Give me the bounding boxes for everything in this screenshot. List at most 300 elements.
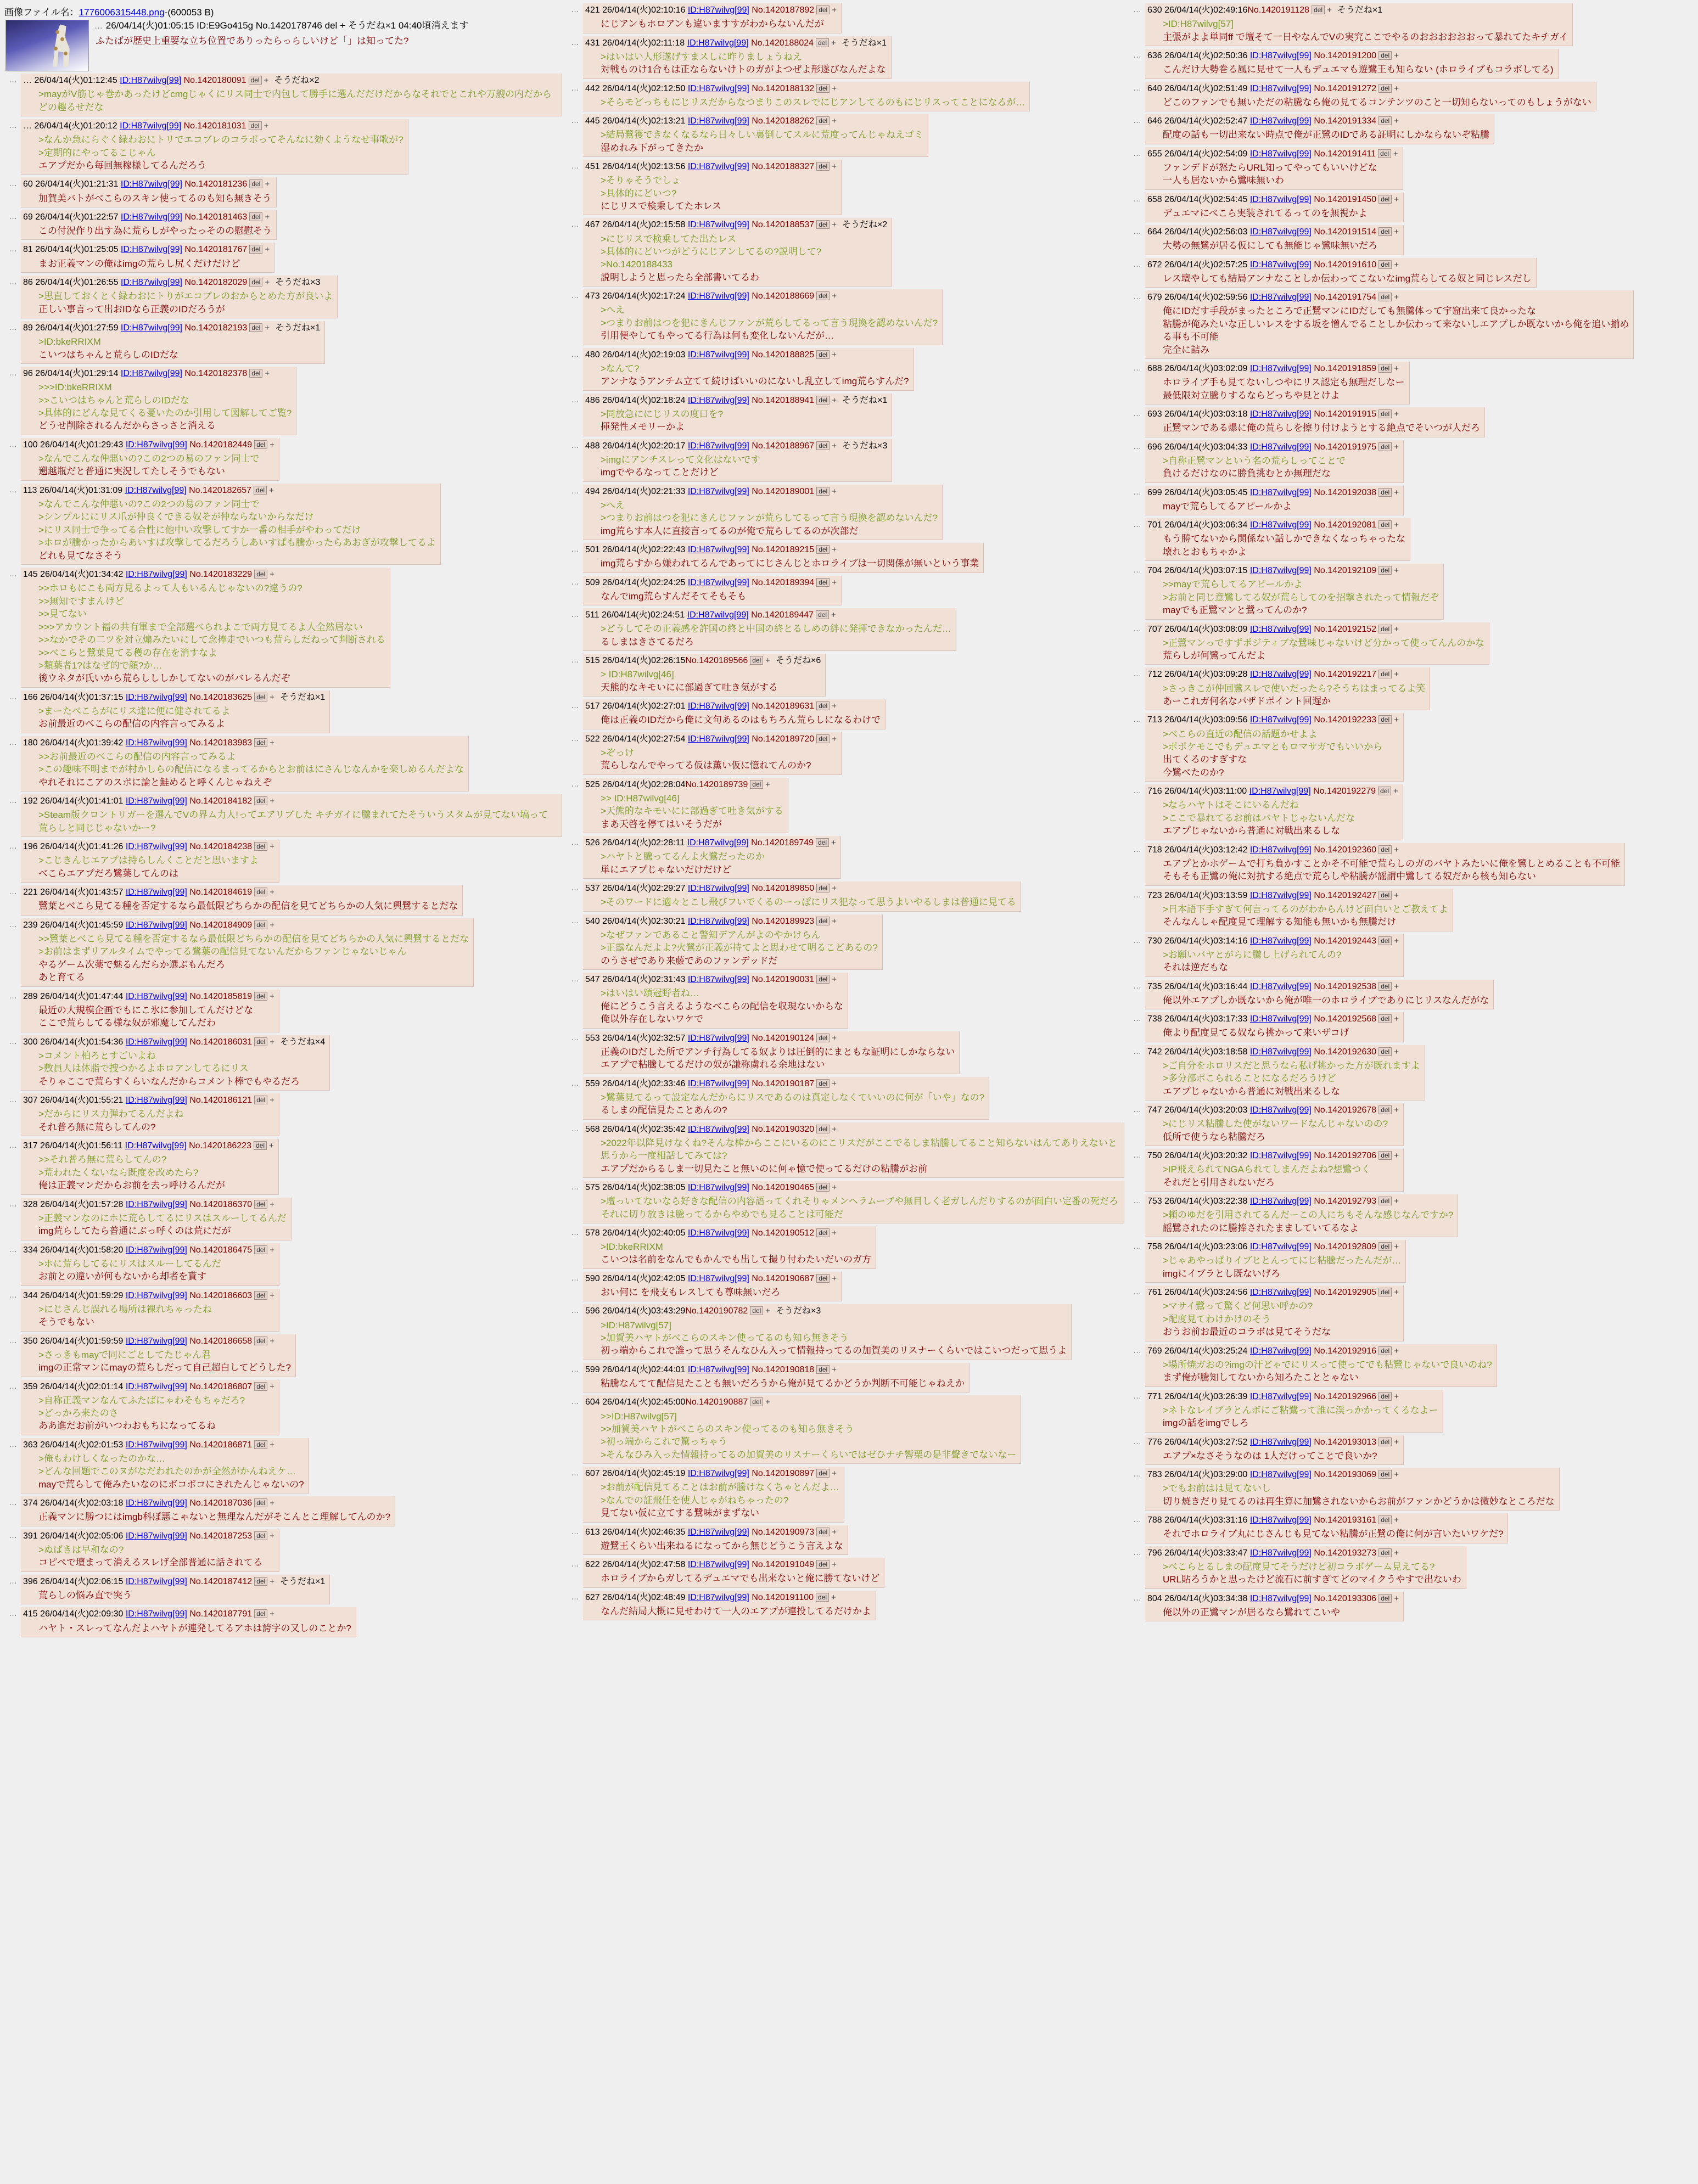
collapse-icon[interactable]: … (571, 1078, 580, 1088)
del-button[interactable]: del (816, 220, 830, 229)
expand-icon[interactable]: + (265, 368, 270, 378)
sodane-badge[interactable]: そうだね×3 (776, 1306, 821, 1316)
expand-icon[interactable]: + (270, 1245, 274, 1255)
del-button[interactable]: del (254, 992, 267, 1001)
poster-id-link[interactable]: ID:H87wilvg[99] (1249, 936, 1312, 946)
post-number-link[interactable]: No.1420182378 (184, 368, 248, 378)
post-number-link[interactable]: No.1420186223 (189, 1141, 252, 1151)
expand-icon[interactable]: + (265, 212, 270, 222)
del-button[interactable]: del (249, 179, 262, 188)
del-button[interactable]: del (816, 838, 829, 847)
expand-icon[interactable]: + (1394, 227, 1399, 237)
post-number-link[interactable]: No.1420186031 (189, 1037, 253, 1047)
poster-id-link[interactable]: ID:H87wilvg[99] (1249, 1288, 1312, 1298)
del-button[interactable]: del (1378, 1470, 1392, 1479)
poster-id-link[interactable]: ID:H87wilvg[99] (125, 692, 187, 702)
post-number-link[interactable]: No.1420192568 (1314, 1014, 1377, 1024)
expand-icon[interactable]: + (270, 1576, 274, 1586)
collapse-icon[interactable]: … (1133, 1436, 1142, 1446)
expand-icon[interactable]: + (765, 1306, 771, 1316)
del-button[interactable]: del (249, 212, 262, 221)
expand-icon[interactable]: + (765, 1397, 771, 1407)
del-button[interactable]: del (1378, 1197, 1392, 1205)
post-number-link[interactable]: No.1420190031 (752, 975, 815, 985)
post-number-link[interactable]: No.1420191915 (1314, 409, 1377, 419)
post-number-link[interactable]: No.1420189394 (752, 577, 815, 587)
del-button[interactable]: del (816, 441, 830, 450)
del-button[interactable]: del (1378, 982, 1392, 991)
post-number-link[interactable]: No.1420193306 (1314, 1593, 1377, 1603)
post-number-link[interactable]: No.1420188262 (752, 116, 815, 126)
del-button[interactable]: del (254, 842, 267, 851)
collapse-icon[interactable]: … (1133, 1345, 1142, 1355)
poster-id-link[interactable]: ID:H87wilvg[99] (1249, 194, 1312, 204)
collapse-icon[interactable]: … (571, 1227, 580, 1237)
del-button[interactable]: del (1378, 1438, 1392, 1446)
poster-id-link[interactable]: ID:H87wilvg[99] (125, 1531, 187, 1541)
collapse-icon[interactable]: … (1133, 1046, 1142, 1056)
poster-id-link[interactable]: ID:H87wilvg[99] (687, 1365, 749, 1374)
poster-id-link[interactable]: ID:H87wilvg[99] (687, 291, 749, 301)
post-number-link[interactable]: No.1420180091 (183, 76, 246, 85)
del-button[interactable]: del (1378, 364, 1392, 373)
post-number-link[interactable]: No.1420188669 (752, 291, 815, 301)
expand-icon[interactable]: + (270, 888, 274, 897)
collapse-icon[interactable]: … (9, 75, 18, 85)
post-number-link[interactable]: No.1420192443 (1314, 936, 1377, 946)
expand-icon[interactable]: + (1394, 1047, 1399, 1057)
del-button[interactable]: del (249, 245, 262, 254)
poster-id-link[interactable]: ID:H87wilvg[99] (687, 1124, 749, 1134)
expand-icon[interactable]: + (831, 838, 836, 848)
del-button[interactable]: del (1378, 84, 1392, 93)
del-button[interactable]: del (1378, 1594, 1392, 1603)
sodane-badge[interactable]: そうだね×1 (842, 395, 888, 405)
post-number-link[interactable]: No.1420187036 (189, 1498, 253, 1508)
poster-id-link[interactable]: ID:H87wilvg[99] (1249, 1242, 1312, 1252)
poster-id-link[interactable]: ID:H87wilvg[99] (125, 991, 187, 1001)
poster-id-link[interactable]: ID:H87wilvg[99] (687, 5, 749, 15)
del-button[interactable]: del (1378, 1515, 1392, 1524)
del-button[interactable]: del (254, 693, 267, 701)
poster-id-link[interactable]: ID:H87wilvg[99] (1249, 1470, 1312, 1480)
poster-id-link[interactable]: ID:H87wilvg[99] (687, 1079, 749, 1088)
collapse-icon[interactable]: … (9, 211, 18, 221)
del-button[interactable]: del (254, 1037, 267, 1046)
post-number-link[interactable]: No.1420186807 (189, 1382, 253, 1391)
collapse-icon[interactable]: … (571, 5, 580, 14)
expand-icon[interactable]: + (1394, 1242, 1399, 1252)
del-button[interactable]: del (1378, 787, 1391, 795)
collapse-icon[interactable]: … (571, 1306, 580, 1316)
poster-id-link[interactable]: ID:H87wilvg[99] (125, 1498, 187, 1508)
expand-icon[interactable]: + (270, 1290, 274, 1300)
post-number-link[interactable]: No.1420186121 (189, 1096, 253, 1105)
collapse-icon[interactable]: … (1133, 1287, 1142, 1297)
poster-id-link[interactable]: ID:H87wilvg[99] (1249, 1515, 1312, 1525)
post-number-link[interactable]: No.1420192630 (1314, 1047, 1377, 1057)
poster-id-link[interactable]: ID:H87wilvg[99] (1249, 260, 1312, 270)
del-button[interactable]: del (1312, 5, 1325, 14)
collapse-icon[interactable]: … (1133, 844, 1142, 854)
poster-id-link[interactable]: ID:H87wilvg[99] (687, 545, 749, 555)
poster-id-link[interactable]: ID:H87wilvg[99] (687, 1527, 749, 1537)
poster-id-link[interactable]: ID:H87wilvg[99] (125, 796, 187, 806)
post-number-link[interactable]: No.1420191450 (1314, 194, 1377, 204)
collapse-icon[interactable]: … (571, 116, 580, 126)
expand-icon[interactable]: + (831, 38, 836, 48)
del-button[interactable]: del (1378, 520, 1392, 529)
post-number-link[interactable]: No.1420185819 (189, 991, 253, 1001)
post-number-link[interactable]: No.1420183229 (189, 570, 253, 580)
post-number-link[interactable]: No.1420183983 (189, 738, 253, 748)
poster-id-link[interactable]: ID:H87wilvg[99] (125, 920, 187, 930)
del-button[interactable]: del (1378, 845, 1392, 854)
poster-id-link[interactable]: ID:H87wilvg[99] (687, 1592, 749, 1602)
post-number-link[interactable]: No.1420192905 (1314, 1288, 1377, 1298)
post-number-link[interactable]: No.1420190887 (685, 1397, 748, 1407)
collapse-icon[interactable]: … (571, 1032, 580, 1042)
collapse-icon[interactable]: … (9, 1036, 18, 1046)
collapse-icon[interactable]: … (571, 37, 580, 47)
del-button[interactable]: del (1378, 260, 1392, 269)
collapse-icon[interactable]: … (1133, 116, 1142, 126)
expand-icon[interactable]: + (1394, 194, 1399, 204)
poster-id-link[interactable]: ID:H87wilvg[99] (125, 1199, 187, 1209)
post-number-link[interactable]: No.1420191272 (1314, 83, 1377, 93)
post-number-link[interactable]: No.1420190320 (752, 1124, 815, 1134)
del-button[interactable]: del (816, 1228, 830, 1237)
post-number-link[interactable]: No.1420186475 (189, 1245, 253, 1255)
poster-id-link[interactable]: ID:H87wilvg[99] (120, 245, 182, 255)
expand-icon[interactable]: + (265, 278, 270, 288)
poster-id-link[interactable]: ID:H87wilvg[99] (687, 1228, 749, 1238)
post-number-link[interactable]: No.1420192233 (1314, 715, 1377, 725)
post-number-link[interactable]: No.1420192538 (1314, 981, 1377, 991)
poster-id-link[interactable]: ID:H87wilvg[99] (125, 570, 187, 580)
expand-icon[interactable]: + (270, 796, 274, 806)
post-number-link[interactable]: No.1420192706 (1314, 1151, 1377, 1161)
post-number-link[interactable]: No.1420188941 (752, 395, 815, 405)
post-number-link[interactable]: No.1420191859 (1314, 364, 1377, 374)
del-button[interactable]: del (816, 1034, 830, 1042)
poster-id-link[interactable]: ID:H87wilvg[99] (1249, 1014, 1312, 1024)
expand-icon[interactable]: + (832, 1469, 837, 1479)
collapse-icon[interactable]: … (1133, 1593, 1142, 1603)
expand-icon[interactable]: + (832, 734, 837, 744)
expand-icon[interactable]: + (832, 1527, 837, 1537)
op-thumbnail[interactable] (5, 20, 89, 71)
del-button[interactable]: del (249, 278, 262, 287)
del-button[interactable]: del (254, 570, 267, 579)
post-number-link[interactable]: No.1420192038 (1314, 487, 1377, 497)
expand-icon[interactable]: + (832, 1560, 837, 1570)
del-button[interactable]: del (1378, 1288, 1392, 1296)
expand-icon[interactable]: + (264, 76, 269, 85)
del-button[interactable]: del (816, 162, 830, 171)
sodane-badge[interactable]: そうだね×2 (842, 220, 888, 230)
expand-icon[interactable]: + (264, 121, 269, 131)
del-button[interactable]: del (249, 121, 262, 130)
del-button[interactable]: del (1378, 149, 1391, 158)
collapse-icon[interactable]: … (9, 1199, 18, 1209)
poster-id-link[interactable]: ID:H87wilvg[99] (1249, 670, 1312, 680)
expand-icon[interactable]: + (765, 656, 771, 666)
poster-id-link[interactable]: ID:H87wilvg[99] (687, 916, 749, 926)
post-number-link[interactable]: No.1420191411 (1314, 149, 1376, 159)
poster-id-link[interactable]: ID:H87wilvg[99] (1249, 981, 1312, 991)
expand-icon[interactable]: + (1394, 1014, 1399, 1024)
del-button[interactable]: del (254, 486, 267, 495)
del-button[interactable]: del (254, 1498, 267, 1507)
sodane-badge[interactable]: そうだね×1 (1337, 5, 1383, 15)
poster-id-link[interactable]: ID:H87wilvg[99] (120, 323, 182, 333)
post-number-link[interactable]: No.1420187412 (189, 1576, 253, 1586)
collapse-icon[interactable]: … (1133, 565, 1142, 575)
expand-icon[interactable]: + (1394, 1548, 1399, 1558)
expand-icon[interactable]: + (270, 738, 274, 748)
del-button[interactable]: del (254, 1096, 267, 1104)
del-button[interactable]: del (1378, 1242, 1392, 1251)
collapse-icon[interactable]: … (571, 610, 580, 620)
del-button[interactable]: del (816, 975, 830, 984)
expand-icon[interactable]: + (269, 1141, 274, 1151)
collapse-icon[interactable]: … (9, 1244, 18, 1254)
collapse-icon[interactable]: … (571, 1273, 580, 1283)
post-number-link[interactable]: No.1420191610 (1314, 260, 1377, 270)
expand-icon[interactable]: + (270, 920, 274, 930)
del-button[interactable]: del (254, 1609, 267, 1618)
collapse-icon[interactable]: … (571, 1559, 580, 1569)
del-button[interactable]: del (254, 1577, 267, 1586)
expand-icon[interactable]: + (269, 485, 274, 495)
poster-id-link[interactable]: ID:H87wilvg[99] (687, 577, 749, 587)
del-button[interactable]: del (1378, 566, 1392, 575)
collapse-icon[interactable]: … (1133, 1150, 1142, 1160)
collapse-icon[interactable]: … (571, 974, 580, 984)
expand-icon[interactable]: + (832, 884, 837, 894)
del-button[interactable]: del (816, 1528, 830, 1536)
del-button[interactable]: del (254, 440, 267, 449)
collapse-icon[interactable]: … (571, 486, 580, 496)
expand-icon[interactable]: + (265, 245, 270, 255)
expand-icon[interactable]: + (1394, 520, 1399, 530)
post-number-link[interactable]: No.1420193161 (1314, 1515, 1377, 1525)
del-button[interactable]: del (1378, 1151, 1392, 1160)
expand-icon[interactable]: + (270, 1498, 274, 1508)
expand-icon[interactable]: + (1393, 787, 1398, 796)
collapse-icon[interactable]: … (571, 1468, 580, 1478)
post-number-link[interactable]: No.1420181463 (184, 212, 248, 222)
expand-icon[interactable]: + (1394, 1470, 1399, 1480)
poster-id-link[interactable]: ID:H87wilvg[99] (687, 441, 749, 451)
expand-icon[interactable]: + (832, 441, 837, 451)
poster-id-link[interactable]: ID:H87wilvg[99] (1249, 566, 1312, 576)
post-number-link[interactable]: No.1420190973 (752, 1527, 815, 1537)
collapse-icon[interactable]: … (571, 83, 580, 93)
poster-id-link[interactable]: ID:H87wilvg[99] (1249, 1151, 1312, 1161)
collapse-icon[interactable]: … (1133, 292, 1142, 302)
collapse-icon[interactable]: … (9, 244, 18, 254)
expand-icon[interactable]: + (832, 545, 837, 555)
del-button[interactable]: del (750, 1397, 763, 1406)
post-number-link[interactable]: No.1420191128 (1247, 5, 1310, 15)
poster-id-link[interactable]: ID:H87wilvg[99] (1249, 1047, 1312, 1057)
poster-id-link[interactable]: ID:H87wilvg[99] (125, 1336, 187, 1346)
expand-icon[interactable]: + (832, 1182, 837, 1192)
post-number-link[interactable]: No.1420184238 (189, 842, 253, 852)
poster-id-link[interactable]: ID:H87wilvg[99] (1249, 520, 1312, 530)
post-number-link[interactable]: No.1420191100 (752, 1592, 814, 1602)
expand-icon[interactable]: + (832, 701, 837, 711)
post-number-link[interactable]: No.1420188132 (752, 83, 815, 93)
collapse-icon[interactable]: … (1133, 624, 1142, 633)
post-number-link[interactable]: No.1420192109 (1314, 566, 1377, 576)
expand-icon[interactable]: + (270, 1037, 274, 1047)
collapse-icon[interactable]: … (1133, 259, 1142, 269)
poster-id-link[interactable]: ID:H87wilvg[99] (1249, 787, 1311, 796)
post-number-link[interactable]: No.1420189001 (752, 486, 815, 496)
collapse-icon[interactable]: … (9, 1498, 18, 1508)
poster-id-link[interactable]: ID:H87wilvg[99] (125, 1440, 187, 1450)
sodane-badge[interactable]: そうだね×1 (279, 692, 326, 702)
del-button[interactable]: del (816, 84, 830, 93)
post-number-link[interactable]: No.1420186603 (189, 1290, 253, 1300)
poster-id-link[interactable]: ID:H87wilvg[99] (687, 975, 749, 985)
expand-icon[interactable]: + (1394, 670, 1399, 680)
post-number-link[interactable]: No.1420186871 (189, 1440, 253, 1450)
del-button[interactable]: del (816, 578, 830, 587)
poster-id-link[interactable]: ID:H87wilvg[99] (1249, 1593, 1312, 1603)
collapse-icon[interactable]: … (9, 323, 18, 332)
expand-icon[interactable]: + (1394, 442, 1399, 452)
expand-icon[interactable]: + (270, 692, 274, 702)
del-button[interactable]: del (1378, 936, 1392, 945)
sodane-badge[interactable]: そうだね×3 (842, 441, 888, 451)
collapse-icon[interactable]: … (9, 569, 18, 579)
collapse-icon[interactable]: … (1133, 1469, 1142, 1479)
poster-id-link[interactable]: ID:H87wilvg[99] (1249, 487, 1312, 497)
del-button[interactable]: del (816, 1365, 830, 1374)
expand-icon[interactable]: + (832, 220, 837, 230)
collapse-icon[interactable]: … (571, 883, 580, 893)
expand-icon[interactable]: + (270, 1609, 274, 1619)
poster-id-link[interactable]: ID:H87wilvg[99] (125, 738, 187, 748)
poster-id-link[interactable]: ID:H87wilvg[99] (687, 116, 749, 126)
op-collapse-icon[interactable]: … (94, 21, 103, 31)
expand-icon[interactable]: + (1394, 1437, 1399, 1447)
poster-id-link[interactable]: ID:H87wilvg[99] (125, 440, 187, 450)
expand-icon[interactable]: + (1394, 293, 1399, 302)
del-button[interactable]: del (816, 487, 830, 496)
expand-icon[interactable]: + (1394, 1197, 1399, 1206)
collapse-icon[interactable]: … (571, 220, 580, 229)
post-number-link[interactable]: No.1420190818 (752, 1365, 815, 1374)
expand-icon[interactable]: + (1394, 116, 1399, 126)
expand-icon[interactable]: + (1394, 981, 1399, 991)
collapse-icon[interactable]: … (1133, 890, 1142, 900)
poster-id-link[interactable]: ID:H87wilvg[99] (1249, 1197, 1312, 1206)
collapse-icon[interactable]: … (1133, 981, 1142, 991)
poster-id-link[interactable]: ID:H87wilvg[99] (1249, 116, 1312, 126)
post-number-link[interactable]: No.1420190687 (752, 1273, 815, 1283)
poster-id-link[interactable]: ID:H87wilvg[99] (1249, 364, 1312, 374)
expand-icon[interactable]: + (832, 486, 837, 496)
post-number-link[interactable]: No.1420189447 (751, 610, 814, 620)
collapse-icon[interactable]: … (1133, 5, 1142, 14)
expand-icon[interactable]: + (832, 291, 837, 301)
expand-icon[interactable]: + (1394, 936, 1399, 946)
expand-icon[interactable]: + (1394, 83, 1399, 93)
del-button[interactable]: del (750, 780, 763, 789)
expand-icon[interactable]: + (765, 779, 771, 789)
del-button[interactable]: del (324, 20, 338, 31)
poster-id-link[interactable]: ID:H87wilvg[99] (120, 121, 182, 131)
expand-icon[interactable]: + (831, 1592, 836, 1602)
del-button[interactable]: del (750, 1306, 763, 1315)
post-number-link[interactable]: No.1420192279 (1313, 787, 1376, 796)
collapse-icon[interactable]: … (1133, 1515, 1142, 1525)
collapse-icon[interactable]: … (571, 544, 580, 554)
collapse-icon[interactable]: … (9, 1381, 18, 1391)
poster-id-link[interactable]: ID:H87wilvg[99] (120, 76, 182, 85)
poster-id-link[interactable]: ID:H87wilvg[99] (1249, 149, 1312, 159)
expand-icon[interactable]: + (832, 83, 837, 93)
post-number-link[interactable]: No.1420187791 (189, 1609, 253, 1619)
collapse-icon[interactable]: … (1133, 194, 1142, 204)
collapse-icon[interactable]: … (9, 692, 18, 701)
expand-icon[interactable]: + (1394, 1105, 1399, 1115)
post-number-link[interactable]: No.1420188327 (752, 162, 815, 172)
expand-icon[interactable]: + (1394, 845, 1399, 855)
expand-icon[interactable]: + (1394, 1288, 1399, 1298)
expand-icon[interactable]: + (832, 395, 837, 405)
collapse-icon[interactable]: … (571, 1364, 580, 1374)
collapse-icon[interactable]: … (9, 1141, 18, 1150)
del-button[interactable]: del (816, 1183, 830, 1192)
expand-icon[interactable]: + (832, 1228, 837, 1238)
poster-id-link[interactable]: ID:H87wilvg[99] (120, 179, 182, 189)
poster-id-link[interactable]: ID:H87wilvg[99] (1249, 1548, 1312, 1558)
expand-icon[interactable]: + (270, 570, 274, 580)
expand-icon[interactable]: + (1327, 5, 1332, 15)
del-button[interactable]: del (1378, 1346, 1392, 1355)
sodane-badge[interactable]: そうだね×1 (275, 323, 321, 333)
collapse-icon[interactable]: … (571, 916, 580, 925)
poster-id-link[interactable]: ID:H87wilvg[99] (125, 1245, 187, 1255)
poster-id-link[interactable]: ID:H87wilvg[99] (120, 278, 182, 288)
expand-icon[interactable]: + (831, 610, 836, 620)
expand-icon[interactable]: + (270, 1531, 274, 1541)
del-button[interactable]: del (249, 323, 262, 332)
del-button[interactable]: del (1378, 625, 1392, 633)
poster-id-link[interactable]: ID:H87wilvg[99] (1249, 409, 1312, 419)
del-button[interactable]: del (254, 888, 267, 896)
poster-id-link[interactable]: ID:H87wilvg[99] (120, 212, 182, 222)
expand-icon[interactable]: + (270, 1440, 274, 1450)
post-number-link[interactable]: No.1420192678 (1314, 1105, 1377, 1115)
post-number-link[interactable]: No.1420186370 (189, 1199, 253, 1209)
collapse-icon[interactable]: … (9, 1335, 18, 1345)
post-number-link[interactable]: No.1420189749 (751, 838, 814, 848)
collapse-icon[interactable]: … (571, 577, 580, 587)
del-button[interactable]: del (254, 1531, 267, 1540)
expand-icon[interactable]: + (832, 162, 837, 172)
post-number-link[interactable]: No.1420188967 (752, 441, 815, 451)
post-number-link[interactable]: No.1420184182 (189, 796, 253, 806)
del-button[interactable]: del (254, 1245, 267, 1254)
poster-id-link[interactable]: ID:H87wilvg[99] (687, 486, 749, 496)
